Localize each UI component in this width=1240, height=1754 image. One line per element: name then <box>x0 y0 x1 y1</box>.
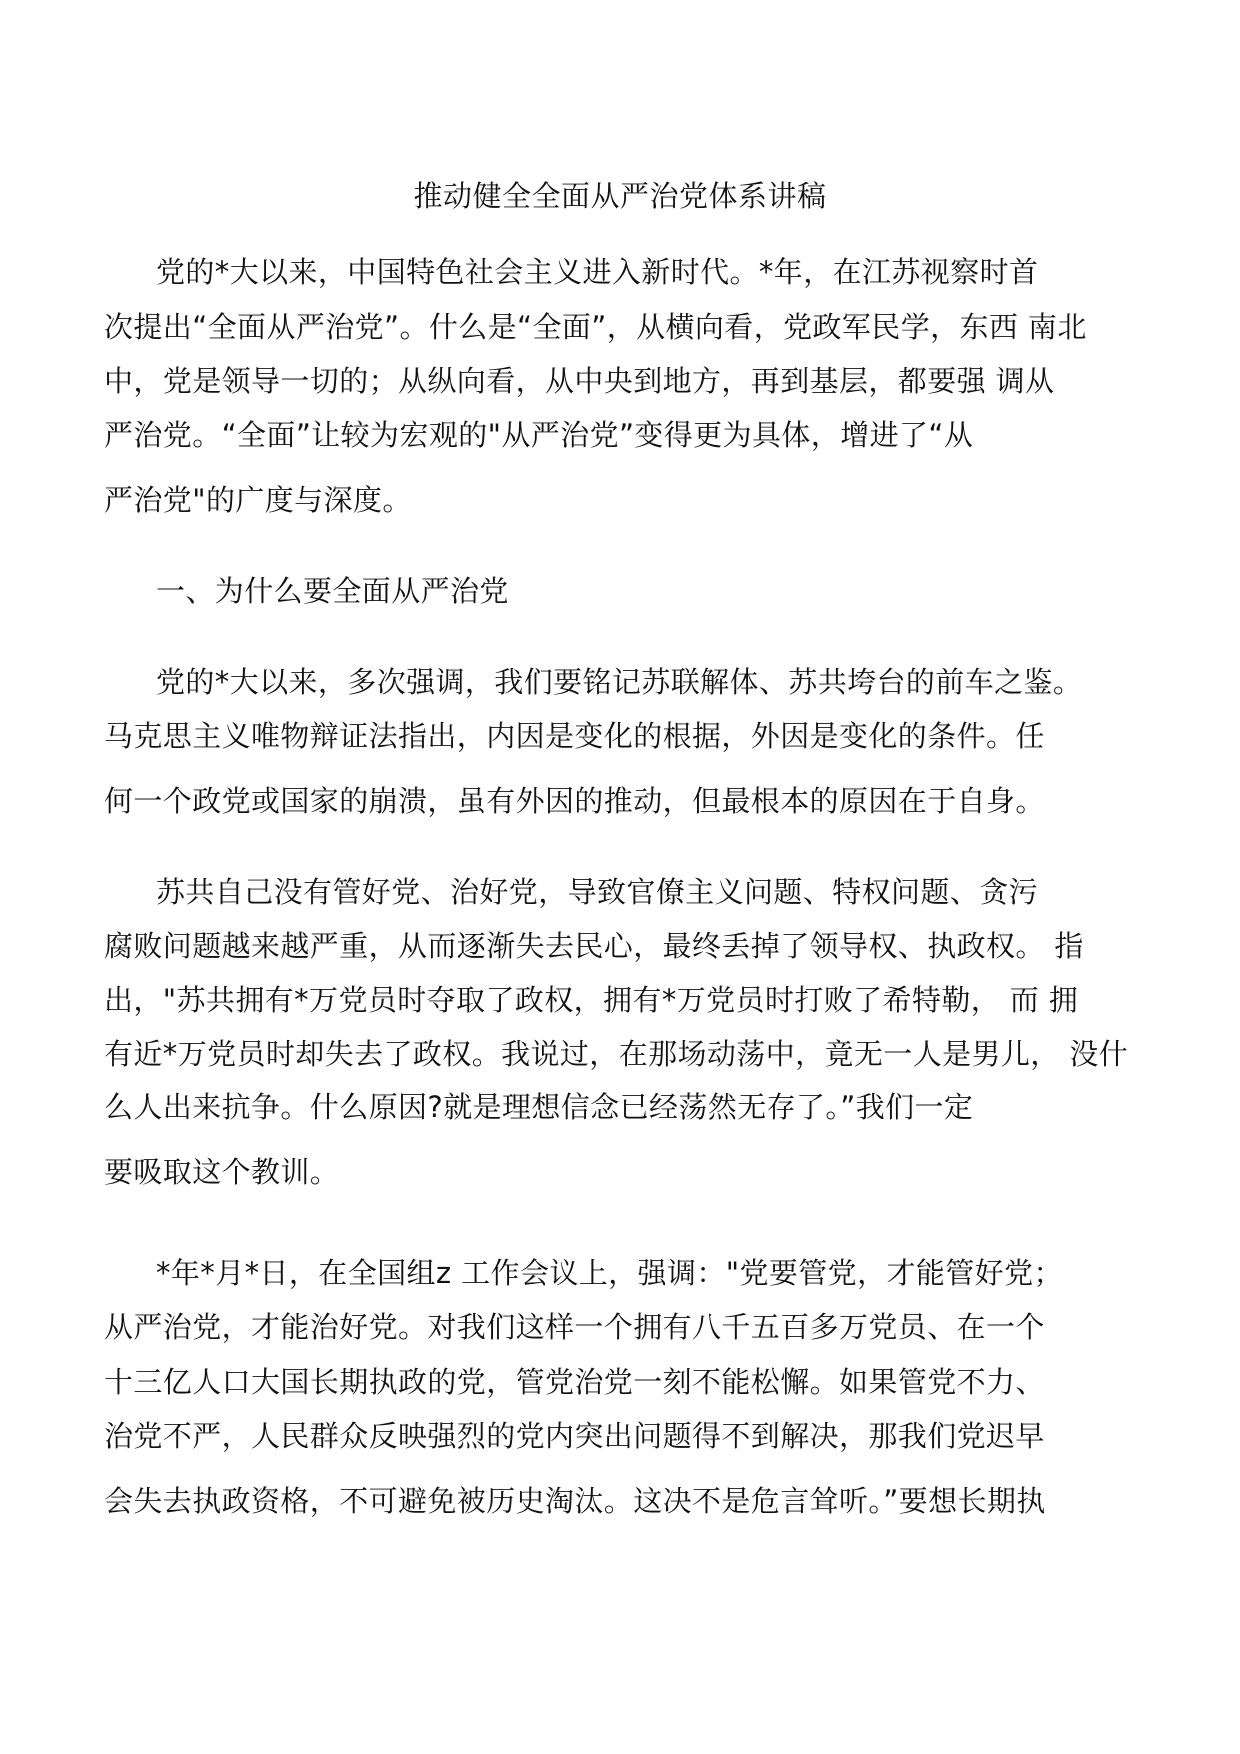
paragraph-1-line-1: 党的*大以来，中国特色社会主义进入新时代。*年，在江苏视察时首 <box>156 255 1039 289</box>
paragraph-4-line-1: *年*月*日，在全国组z 工作会议上，强调："党要管党，才能管好党； <box>156 1256 1063 1290</box>
paragraph-1-line-3: 中，党是领导一切的；从纵向看，从中央到地方，再到基层，都要强 调从 <box>104 364 1055 398</box>
paragraph-2-line-3: 何一个政党或国家的崩溃，虽有外因的推动，但最根本的原因在于自身。 <box>104 784 1045 818</box>
paragraph-3-line-4: 有近*万党员时却失去了政权。我说过，在那场动荡中，竟无一人是男儿， 没什 <box>104 1037 1129 1071</box>
paragraph-2-line-2: 马克思主义唯物辩证法指出，内因是变化的根据，外因是变化的条件。任 <box>104 719 1045 753</box>
document-title: 推动健全全面从严治党体系讲稿 <box>413 179 827 213</box>
paragraph-1-line-4: 严治党。“全面”让较为宏观的"从严治党”变得更为具体，增进了“从 <box>104 418 974 452</box>
paragraph-3-line-6: 要吸取这个教训。 <box>104 1155 340 1189</box>
paragraph-4-line-5: 会失去执政资格，不可避免被历史淘汰。这决不是危言耸听。”要想长期执 <box>104 1484 1046 1518</box>
paragraph-2-line-1: 党的*大以来，多次强调，我们要铭记苏联解体、苏共垮台的前车之鉴。 <box>156 665 1083 699</box>
paragraph-4-line-2: 从严治党，才能治好党。对我们这样一个拥有八千五百多万党员、在一个 <box>104 1310 1045 1344</box>
paragraph-1-line-2: 次提出“全面从严治党”。什么是“全面”，从横向看，党政军民学，东西 南北 <box>104 310 1087 344</box>
paragraph-1-line-5: 严治党"的广度与深度。 <box>104 483 412 517</box>
paragraph-3-line-3: 出，"苏共拥有*万党员时夺取了政权，拥有*万党员时打败了希特勒， 而 拥 <box>104 983 1079 1017</box>
paragraph-3-line-5: 么人出来抗争。什么原因?就是理想信念已经荡然无存了。”我们一定 <box>104 1090 974 1124</box>
section-heading-1: 一、为什么要全面从严治党 <box>156 574 509 608</box>
paragraph-4-line-4: 治党不严，人民群众反映强烈的党内突出问题得不到解决，那我们党迟早 <box>104 1419 1045 1453</box>
paragraph-3-line-2: 腐败问题越来越严重，从而逐渐失去民心，最终丢掉了领导权、执政权。 指 <box>104 929 1084 963</box>
paragraph-4-line-3: 十三亿人口大国长期执政的党，管党治党一刻不能松懈。如果管党不力、 <box>104 1365 1045 1399</box>
paragraph-3-line-1: 苏共自己没有管好党、治好党，导致官僚主义问题、特权问题、贪污 <box>156 875 1039 909</box>
